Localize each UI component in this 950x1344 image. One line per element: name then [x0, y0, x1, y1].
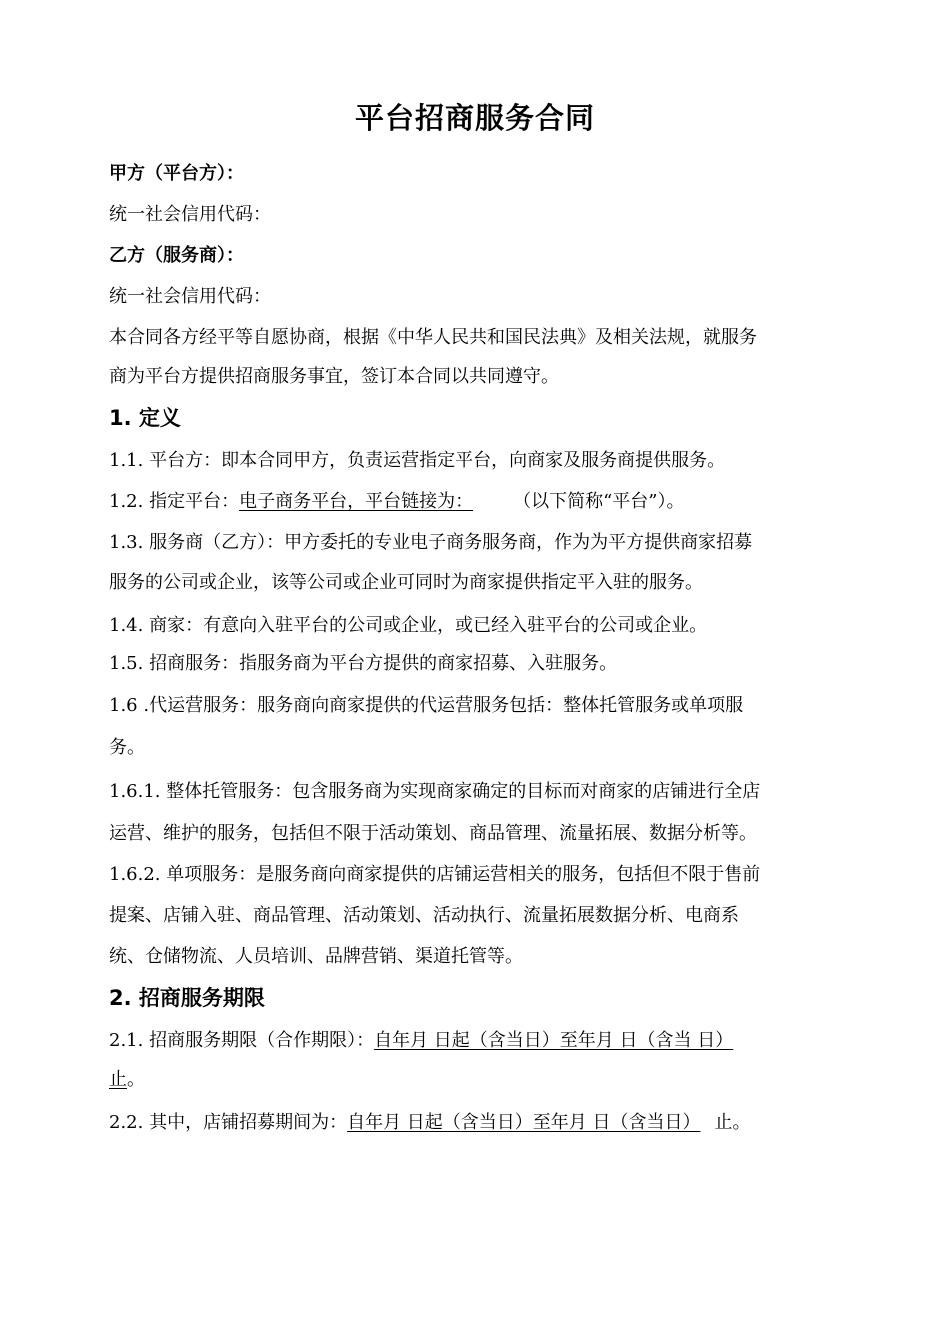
- clause-1-3-line-1: 1.3. 服务商（乙方）：甲方委托的专业电子商务服务商，作为为平方提供商家招募: [109, 532, 753, 553]
- clause-2-1-line-2: [109, 1067, 145, 1093]
- page-title: 平台招商服务合同: [354, 101, 595, 135]
- clause-1-2-underlined-text: 电子商务平台，平台链接为：: [239, 491, 474, 512]
- clause-2-2-suffix: 止。: [714, 1112, 751, 1133]
- clause-2-1-line-1: [109, 1028, 733, 1054]
- clause-1-6-2-line-1: 1.6.2. 单项服务：是服务商向商家提供的店铺运营相关的服务，包括但不限于售前: [109, 864, 761, 885]
- clause-2-1-end-suffix: 。: [127, 1069, 145, 1090]
- clause-2-2-date-blank: [347, 1112, 714, 1133]
- clause-1-2-prefix: 1.2. 指定平台：: [109, 491, 240, 512]
- clause-1-6-line-2: 务。: [109, 737, 145, 758]
- clause-2-1-date-blank: 自年月 日起（含当日）至年月 日（含当 日）: [374, 1030, 734, 1051]
- preamble-line-2: 商为平台方提供招商服务事宜，签订本合同以共同遵守。: [109, 366, 559, 387]
- section-2-heading: 2. 招商服务期限: [109, 986, 265, 1010]
- section-1-heading: 1. 定义: [109, 406, 181, 430]
- clause-1-6-line-1: 1.6 .代运营服务：服务商向商家提供的代运营服务包括：整体托管服务或单项服: [109, 695, 744, 716]
- clause-1-1: 1.1. 平台方：即本合同甲方，负责运营指定平台，向商家及服务商提供服务。: [109, 450, 726, 471]
- clause-1-4: 1.4. 商家：有意向入驻平台的公司或企业，或已经入驻平台的公司或企业。: [109, 615, 708, 636]
- clause-1-6-2-line-3: 统、仓储物流、人员培训、品牌营销、渠道托管等。: [109, 946, 523, 967]
- clause-2-1-prefix: 2.1. 招商服务期限（合作期限）：: [109, 1030, 375, 1051]
- party-b-credit-code: 统一社会信用代码：: [109, 286, 271, 307]
- clause-1-6-1-line-2: 运营、维护的服务，包括但不限于活动策划、商品管理、流量拓展、数据分析等。: [109, 823, 757, 844]
- clause-2-2: [109, 1110, 751, 1136]
- clause-1-2: [109, 489, 684, 515]
- clause-1-2-suffix: （以下简称“平台”）。: [513, 491, 685, 512]
- clause-1-3-line-2: 服务的公司或企业，该等公司或企业可同时为商家提供指定平入驻的服务。: [109, 572, 703, 593]
- clause-1-6-1-line-1: 1.6.1. 整体托管服务：包含服务商为实现商家确定的目标而对商家的店铺进行全店: [109, 781, 761, 802]
- party-b-label: 乙方（服务商）：: [109, 245, 244, 266]
- clause-2-2-prefix: 2.2. 其中，店铺招募期间为：: [109, 1112, 348, 1133]
- clause-1-6-2-line-2: 提案、店铺入驻、商品管理、活动策划、活动执行、流量拓展数据分析、电商系: [109, 905, 739, 926]
- clause-2-2-underlined-text: 自年月 日起（含当日）至年月 日（含当日）: [347, 1112, 701, 1133]
- clause-2-1-end-underlined: 止: [109, 1069, 127, 1090]
- party-a-credit-code: 统一社会信用代码：: [109, 204, 271, 225]
- party-a-label: 甲方（平台方）：: [109, 163, 244, 184]
- clause-1-2-platform-link-blank: [239, 491, 479, 512]
- preamble-line-1: 本合同各方经平等自愿协商，根据《中华人民共和国民法典》及相关法规，就服务: [109, 327, 757, 348]
- clause-1-5: 1.5. 招商服务：指服务商为平台方提供的商家招募、入驻服务。: [109, 653, 618, 674]
